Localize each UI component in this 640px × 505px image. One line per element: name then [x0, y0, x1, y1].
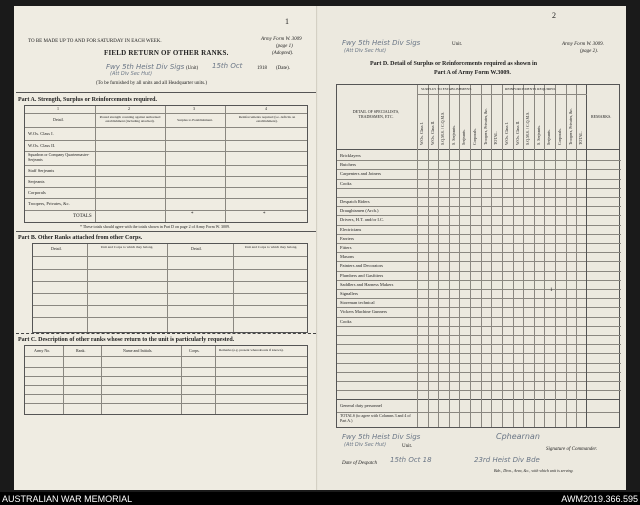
rank-column-header: S. Serjeants. — [450, 125, 456, 145]
row-label: Troopers, Privates, &c. — [28, 201, 70, 206]
rank-column-line — [449, 85, 450, 427]
trade-row-line — [337, 188, 621, 189]
trade-label: Draughtsmen (Arch.) — [340, 208, 379, 214]
part-b-title: Part B. Other Ranks attached from other Corps. — [18, 235, 143, 241]
unit-label: Unit. — [452, 42, 463, 47]
remarks-divider — [586, 85, 587, 427]
trade-row-line — [337, 307, 621, 308]
form-title: FIELD RETURN OF OTHER RANKS. — [104, 49, 229, 57]
blank-row-line — [337, 344, 621, 345]
rank-column-header: W.Os. Class II. — [429, 120, 435, 145]
row-label: Squadron or Company Quartermaster-Serjeants — [28, 152, 90, 162]
header-reinforcements: Reinforcements required (i.e. deficits on establishment). — [238, 115, 296, 124]
surplus-header: SURPLUS TO ESTABLISHMENT. — [421, 87, 472, 91]
part-d-title-2: Part A of Army Form W.3009. — [434, 70, 511, 76]
trade-row-line — [337, 160, 621, 161]
rank-column-header: Troopers, Privates, &c. — [567, 107, 573, 145]
cut-line — [16, 333, 316, 334]
part-a-footnote: * These totals should agree with the totals shown in Part D on page 2 of Army Form W. 3009. — [80, 224, 231, 229]
part-b-table — [32, 243, 308, 333]
header-posted-strength: Posted strength counting against authorised establishment (including attached). — [99, 115, 161, 124]
form-page-2 — [318, 6, 626, 490]
signature-label: Signature of Commander. — [546, 447, 598, 452]
part-c-table — [24, 345, 308, 415]
trade-row-line — [337, 243, 621, 244]
blank-row-line — [337, 390, 621, 391]
trade-label: Cooks — [340, 318, 352, 324]
page-marker: 1 — [285, 17, 289, 26]
header-surplus: Surplus to Establishment. — [177, 118, 213, 122]
part-c-title: Part C. Description of other ranks whose return to the unit is particularly requested. — [18, 337, 235, 343]
remarks-header: REMARKS. — [591, 114, 612, 119]
trade-row-line — [337, 206, 621, 207]
unit-handwritten-sub: (Att Div Sec Hut) — [110, 71, 153, 77]
signature-unit-handwritten-sub: (Att Div Sec Hut) — [344, 442, 387, 448]
trade-row-line — [337, 289, 621, 290]
archive-name: AUSTRALIAN WAR MEMORIAL — [2, 494, 133, 504]
furnished-note: (To be furnished by all units and all Headquarter units.) — [96, 81, 208, 86]
despatch-label: Date of Despatch — [342, 461, 377, 466]
general-duty-label: General duty personnel — [340, 403, 382, 408]
blank-row-line — [337, 381, 621, 382]
rank-column-header: W.Os. Class I. — [419, 122, 424, 145]
trade-row-line — [337, 225, 621, 226]
row-label: Serjeants — [28, 179, 45, 184]
rank-column-line — [513, 85, 514, 427]
totals-note: TOTALS (to agree with Columns 3 and 4 of Part A.) — [340, 413, 411, 423]
trade-label: Cooks — [340, 180, 352, 186]
rank-column-line — [534, 85, 535, 427]
trade-row-line — [337, 271, 621, 272]
form-page-1 — [14, 6, 318, 490]
row-label: W.Os. Class II. — [28, 143, 56, 148]
blank-row-line — [337, 353, 621, 354]
archive-footer — [0, 492, 640, 505]
trade-row-line — [337, 215, 621, 216]
trade-label: Farriers — [340, 235, 354, 241]
trade-row-line — [337, 280, 621, 281]
part-d-title: Part D. Detail of Surplus or Reinforcements required as shown in — [370, 61, 538, 67]
rank-column-line — [502, 85, 503, 427]
return-mark: 1 — [550, 288, 553, 293]
trade-label: Masons — [340, 254, 355, 260]
unit-handwritten-sub: (Att Div Sec Hut) — [344, 48, 387, 54]
rank-column-header: S. Serjeants. — [535, 125, 541, 145]
trade-row-line — [337, 169, 621, 170]
header-detail: Detail. — [53, 117, 64, 122]
part-c-header: Name and Initials. — [123, 348, 153, 353]
trade-label: Signallers — [340, 291, 358, 296]
trade-label: Painters and Decorators — [340, 263, 383, 269]
trade-label: Plumbers and Gasfitters — [340, 272, 384, 278]
reinforcements-header: REINFORCEMENTS REQUIRED. — [505, 87, 556, 91]
blank-row-line — [337, 335, 621, 336]
row-label: W.Os. Class I. — [28, 131, 54, 136]
trade-label: Butchers — [340, 162, 356, 168]
trade-label: Drivers, H.T. and/or I.C. — [340, 217, 385, 223]
trade-label: Vickers Machine Gunners — [340, 309, 387, 315]
commander-signature: Cphearnan — [496, 432, 540, 441]
trade-label: Bricklayers — [340, 153, 361, 158]
rank-column-header: W.Os. Class I. — [504, 122, 509, 145]
trade-row-line — [337, 261, 621, 262]
army-form-page: (page 1) — [276, 44, 293, 49]
trade-label: Despatch Riders — [340, 199, 370, 204]
divider — [16, 231, 316, 232]
rank-column-line — [481, 85, 482, 427]
blank-row-line — [337, 372, 621, 373]
part-b-header-unit: Unit and Corps to which they belong. — [100, 245, 154, 249]
rank-column-header: S.Q.M.S. / C.Q.M.S. — [525, 111, 531, 145]
trade-row-line — [337, 252, 621, 253]
totals-star: * — [263, 212, 266, 217]
part-c-header: Army No. — [34, 348, 51, 353]
col-number: 1 — [57, 106, 59, 111]
rank-column-line — [470, 85, 471, 427]
rank-column-header: TOTAL. — [493, 131, 499, 145]
part-a-table — [24, 105, 308, 223]
top-note: TO BE MADE UP TO AND FOR SATURDAY IN EACH WEEK. — [28, 39, 162, 44]
part-c-header: Corps. — [189, 348, 200, 353]
rank-column-header: Troopers, Privates, &c. — [482, 107, 488, 145]
rank-column-header: Corporals. — [472, 128, 477, 145]
destination-label: Bde., Divn., Area, &c., with which unit is serving. — [494, 468, 574, 473]
unit-handwritten: Fwy 5th Heist Div Sigs — [342, 39, 421, 47]
unit-short-label: Unit. — [402, 444, 413, 449]
unit-handwritten: Fwy 5th Heist Div Sigs — [106, 63, 185, 71]
rank-column-header: Serjeants. — [546, 129, 552, 145]
army-form-number: Army Form W. 3009. — [562, 42, 604, 47]
trade-row-line — [337, 179, 621, 180]
spec-header: DETAIL OF SPECIALISTS, TRADESMEN, ETC. — [352, 109, 400, 120]
row-label: Staff Serjeants — [28, 168, 55, 173]
adopted-note: (Adopted). — [272, 51, 294, 56]
trade-label: Storeman technical — [340, 300, 375, 306]
trade-label: Electricians — [340, 226, 362, 232]
trade-row-line — [337, 298, 621, 299]
part-c-header: Rank. — [76, 348, 86, 353]
col-number: 3 — [193, 106, 195, 111]
divider — [16, 92, 316, 93]
rank-column-line — [417, 85, 418, 427]
trade-row-line — [337, 326, 621, 327]
group-header-line — [417, 94, 587, 95]
part-b-header-detail: Detail. — [191, 246, 202, 251]
part-d-table — [336, 84, 620, 428]
date-label: (Date). — [276, 66, 291, 71]
part-b-header-detail: Detail. — [51, 246, 62, 251]
row-label: Corporals — [28, 190, 46, 195]
rank-column-header: Corporals. — [557, 128, 562, 145]
rank-column-header: W.Os. Class II. — [514, 120, 520, 145]
trade-row-line — [337, 317, 621, 318]
destination-handwritten: 23rd Heist Div Bde — [474, 456, 540, 464]
rank-column-header: Serjeants. — [461, 129, 467, 145]
rank-column-line — [555, 85, 556, 427]
col-number: 4 — [265, 106, 267, 111]
part-b-header-unit: Unit and Corps to which they belong. — [244, 245, 298, 249]
despatch-date-handwritten: 15th Oct 18 — [390, 456, 432, 464]
trade-label: Saddlers and Harness Makers — [340, 281, 394, 287]
blank-row-line — [337, 363, 621, 364]
trade-label: Carpenters and Joiners — [340, 171, 381, 177]
trade-row-line — [337, 234, 621, 235]
army-form-page: (page 2). — [580, 49, 599, 54]
col-number: 2 — [128, 106, 130, 111]
archive-accession: AWM2019.366.595 — [561, 494, 638, 504]
part-c-header: Remarks (e.g. present whereabouts if known). — [219, 348, 284, 352]
rank-column-header: S.Q.M.S. / C.Q.M.S. — [440, 111, 446, 145]
trade-row-line — [337, 197, 621, 198]
page-marker: 2 — [552, 11, 556, 20]
rank-column-line — [428, 85, 429, 427]
part-a-title: Part A. Strength, Surplus or Reinforcements required. — [18, 97, 157, 103]
year: 1918 — [257, 66, 267, 71]
rank-column-line — [566, 85, 567, 427]
rank-column-header: TOTAL. — [578, 131, 584, 145]
unit-label: (Unit) — [186, 66, 199, 71]
totals-star: * — [191, 212, 194, 217]
army-form-number: Army Form W. 3009 — [261, 37, 302, 42]
signature-unit-handwritten: Fwy 5th Heist Div Sigs — [342, 433, 421, 441]
trade-label: Fitters — [340, 245, 352, 250]
date-handwritten: 15th Oct — [212, 62, 243, 70]
totals-label: TOTALS — [73, 214, 92, 219]
